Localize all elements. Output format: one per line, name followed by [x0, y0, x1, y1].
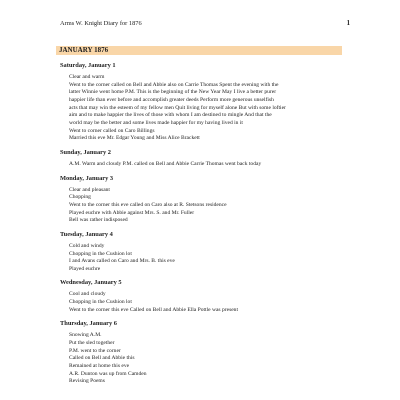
entry-body	[60, 243, 350, 274]
entry-line: aim and to make happier the lives of those with whom I am destined to mingle And that the	[69, 112, 272, 119]
page-header	[60, 20, 350, 32]
entry-line: acts that may win the esteem of my fellow men Quit living for myself alone But with some loftier	[69, 104, 286, 111]
entry-line: A.R. Dunton was up from Camden	[69, 370, 147, 377]
month-heading: JANUARY 1876	[56, 46, 342, 55]
entry-line: Cool and cloudy	[69, 291, 106, 298]
entry-line: Snowing A.M.	[69, 332, 102, 339]
page-header-title: Arms W. Knight Diary for 1876	[60, 20, 142, 27]
entry-body	[60, 161, 350, 169]
entry-date: Tuesday, January 4	[60, 230, 113, 238]
entry-body	[60, 74, 350, 143]
diary-entry	[60, 279, 350, 314]
entry-line: Clear and warm	[69, 74, 105, 80]
entry-line: Married this eve Mr. Edgar Young and Miss Alice Brackett	[69, 135, 200, 142]
page-number: 1	[346, 20, 350, 27]
entry-line: Bell was rather indisposed	[69, 217, 128, 224]
entry-line: A.M. Warm and cloudy P.M. called on Bell and Abbie Carrie Thomas went back today	[69, 160, 262, 167]
entry-line: P.M. went to the corner	[69, 347, 121, 354]
diary-entry	[60, 320, 350, 386]
entry-line: latter Winnie went home P.M. This is the beginning of the New Year May I live a better purer	[69, 89, 277, 96]
entry-line: Chopping in the Cushion lot	[69, 299, 132, 306]
entry-line: Went to corner called on Caro Billings	[69, 127, 155, 134]
entry-line: Played euchre with Abbie against Mrs. S. and Mr. Fuller	[69, 209, 195, 216]
entry-line: world may be the better and some lives made happier for my having lived in it	[69, 119, 243, 126]
entry-date: Wednesday, January 5	[60, 279, 122, 287]
entry-line: Went to the corner this eve called on Caro also at R. Stetsons residence	[69, 201, 227, 208]
entry-date: Sunday, January 2	[60, 148, 111, 156]
entry-line: Went to the corner called on Bell and Abbie also on Carrie Thomas Spent the evening with the	[69, 81, 279, 88]
entry-date: Saturday, January 1	[60, 62, 116, 69]
diary-entry	[60, 62, 350, 143]
diary-entry	[60, 149, 350, 169]
entry-body	[60, 332, 350, 386]
entry-line: Chopping in the Cushion lot	[69, 250, 132, 257]
entry-line: Cold and windy	[69, 242, 105, 249]
entry-line: Called on Bell and Abbie this	[69, 355, 135, 362]
entry-line: Revising Poems	[69, 378, 105, 385]
entry-line: happier life than ever before and accomplish greater deeds Perform more generous unselfish	[69, 96, 274, 103]
diary-entry	[60, 175, 350, 225]
entry-line: Chopping	[69, 194, 91, 201]
entry-body	[60, 291, 350, 314]
entry-date: Monday, January 3	[60, 174, 114, 182]
entry-body	[60, 187, 350, 225]
entry-line: Remained at home this eve	[69, 363, 130, 370]
entry-line: I and Avans called on Caro and Mrs. B. this eve	[69, 258, 175, 265]
entry-line: Played euchre	[69, 265, 101, 272]
entry-date: Thursday, January 6	[60, 320, 118, 328]
entry-line: Put the sled together	[69, 340, 115, 347]
entry-line: Went to the corner this eve Called on Bell and Abbie Ella Pottle was present	[69, 306, 238, 313]
entry-line: Clear and pleasant	[69, 186, 110, 193]
diary-entries	[60, 62, 350, 392]
diary-entry	[60, 231, 350, 274]
